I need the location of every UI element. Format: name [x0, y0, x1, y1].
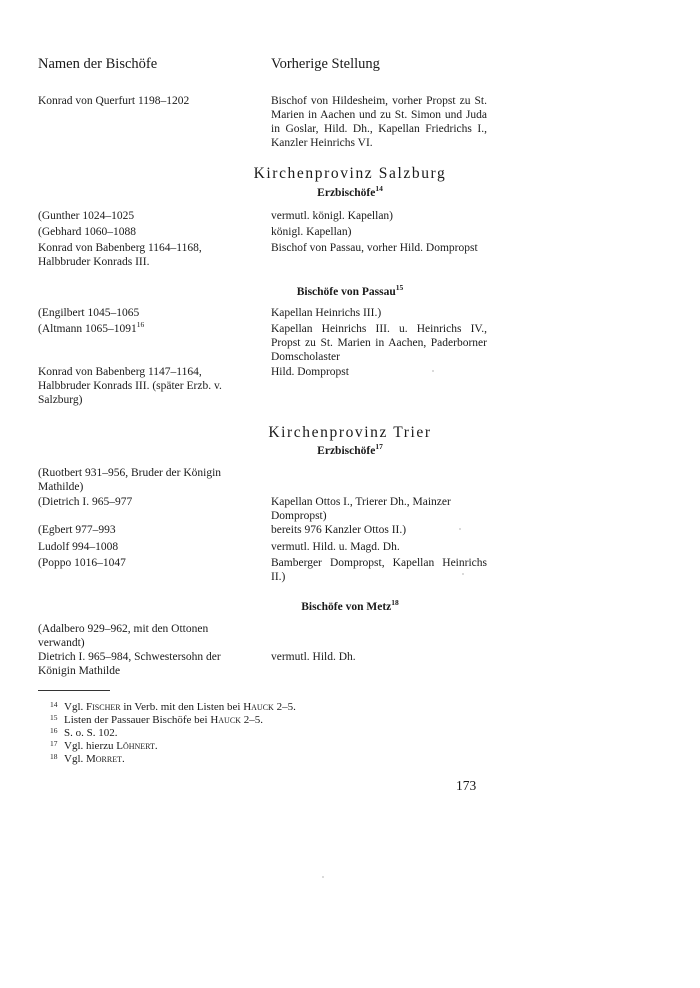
section-heading-trier-archbishops: [0, 442, 700, 457]
author-name: Löhnert: [116, 740, 155, 752]
footnote-number: 17: [50, 739, 58, 748]
section-heading-text: Erzbischöfe: [317, 445, 376, 457]
prior-position: vermutl. Hild. Dh.: [271, 651, 356, 663]
section-heading-text: Erzbischöfe: [317, 187, 376, 199]
bishop-name: (Adalbero 929–962, mit den Ottonen verwandt): [38, 623, 209, 649]
bishop-name: (Gebhard 1060–1088: [38, 226, 137, 238]
footnote-text: 2–5.: [273, 701, 296, 713]
footnote-ref: 15: [395, 283, 404, 292]
prior-position: vermutl. königl. Kapellan): [271, 210, 393, 222]
prior-position: Hild. Dompropst: [271, 366, 349, 378]
bishop-name: [38, 322, 258, 336]
column-header-names: Namen der Bischöfe: [38, 56, 158, 72]
footnote-number: 15: [50, 713, 58, 722]
section-heading-passau: [0, 283, 700, 298]
footnote-text: S. o. S. 102.: [64, 727, 118, 739]
bishop-name: Konrad von Babenberg 1147–1164, Halbbruder Konrads III. (später Erzb. v. Salzburg): [38, 366, 222, 406]
author-name: Fischer: [86, 701, 121, 713]
author-name: Morret: [86, 753, 123, 765]
scan-speck: [459, 528, 461, 530]
footnote-text: Vgl.: [64, 753, 86, 765]
prior-position: bereits 976 Kanzler Ottos II.): [271, 524, 407, 536]
page-number: 173: [456, 778, 477, 793]
province-heading-salzburg: Kirchenprovinz Salzburg: [253, 165, 447, 182]
bishop-name: (Ruotbert 931–956, Bruder der Königin Mathilde): [38, 467, 222, 493]
footnote: [50, 699, 296, 713]
footnote-number: 14: [50, 700, 58, 709]
prior-position: vermutl. Hild. u. Magd. Dh.: [271, 541, 400, 553]
bishop-name: (Gunther 1024–1025: [38, 210, 135, 222]
bishop-name: (Poppo 1016–1047: [38, 557, 126, 569]
section-heading-text: Bischöfe von Metz: [301, 601, 392, 613]
section-heading-salzburg-archbishops: [0, 184, 700, 199]
province-heading-trier: Kirchenprovinz Trier: [268, 424, 432, 441]
footnote-text: Vgl.: [64, 701, 86, 713]
scan-speck: [322, 876, 324, 878]
section-heading-metz: [0, 598, 700, 613]
footnote-text: .: [122, 753, 125, 765]
bishop-name: Ludolf 994–1008: [38, 541, 119, 553]
footnote-text: .: [154, 740, 158, 752]
bishop-name: (Engilbert 1045–1065: [38, 307, 140, 319]
footnote-ref: 18: [391, 598, 399, 607]
bishop-name: (Dietrich I. 965–977: [38, 496, 133, 508]
prior-position: Kapellan Ottos I., Trierer Dh., Mainzer Dompropst): [271, 496, 451, 522]
scan-speck: [432, 370, 434, 372]
footnote: [50, 738, 158, 752]
bishop-name: Dietrich I. 965–984, Schwestersohn der Königin Mathilde: [38, 651, 221, 677]
footnote-text: 2–5.: [240, 714, 263, 726]
scan-speck: [462, 573, 464, 575]
section-heading-text: Bischöfe von Passau: [296, 286, 396, 298]
footnote-number: 16: [50, 726, 58, 735]
footnote-ref: 14: [375, 184, 383, 193]
prior-position: königl. Kapellan): [271, 226, 352, 238]
footnote: [50, 725, 118, 739]
bishop-name-text: (Altmann 1065–1091: [38, 323, 137, 335]
footnote-ref: 16: [136, 320, 145, 329]
footnote-text: Vgl. hierzu: [64, 740, 117, 752]
bishop-name: (Egbert 977–993: [38, 524, 116, 536]
author-name: Hauck: [243, 701, 274, 713]
prior-position: Bischof von Hildesheim, vorher Propst zu St. Marien in Aachen und zu St. Simon und Juda in Goslar, Hild. Dh., Kapellan Friedrichs I., Kanzler Heinrichs VI.: [271, 95, 487, 149]
footnote-text: in Verb. mit den Listen bei: [120, 701, 244, 713]
footnote: [50, 751, 125, 765]
footnote-text: Listen der Passauer Bischöfe bei: [64, 714, 211, 726]
prior-position: Bamberger Dompropst, Kapellan Heinrichs II.): [271, 557, 487, 583]
column-header-position: Vorherige Stellung: [271, 56, 380, 72]
bishop-name: Konrad von Querfurt 1198–1202: [38, 95, 190, 107]
author-name: Hauck: [210, 714, 241, 726]
bishop-name: Konrad von Babenberg 1164–1168, Halbbruder Konrads III.: [38, 242, 202, 268]
footnote-number: 18: [50, 752, 58, 761]
prior-position: Kapellan Heinrichs III. u. Heinrichs IV., Propst zu St. Marien in Aachen, Paderborner Domscholaster: [271, 323, 487, 363]
prior-position: Bischof von Passau, vorher Hild. Dompropst: [271, 242, 478, 254]
footnote-ref: 17: [375, 442, 383, 451]
footnote: [50, 712, 263, 726]
prior-position: Kapellan Heinrichs III.): [271, 307, 382, 319]
footnote-rule: [38, 690, 110, 691]
